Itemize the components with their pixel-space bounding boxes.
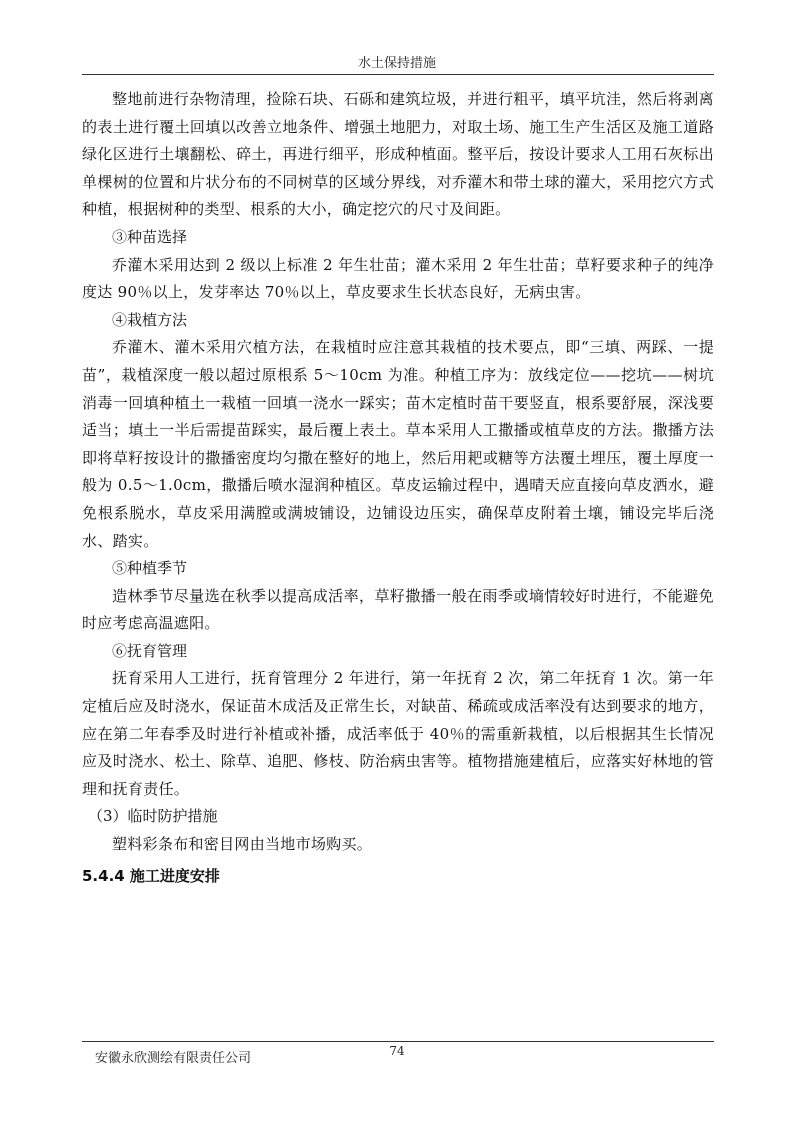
paragraph-temporary-protection: 塑料彩条布和密目网由当地市场购买。 — [112, 835, 373, 854]
paragraph-planting-season: 造林季节尽量选在秋季以提高成活率，草籽撒播一般在雨季或墒情较好时进行，不能避免时应考虑高温遮阳。 — [82, 586, 714, 633]
paragraph-tending-management: 抚育采用人工进行，抚育管理分 2 年进行，第一年抚育 2 次，第二年抚育 1 次。第一年定植后应及时浇水，保证苗木成活及正常生长，对缺苗、稀疏或成活率没有达到要求的地方，应在第二年春季及时进行补植或补播，成活率低于 40％的需重新栽植，以后根据其生长情况应及时浇水、松土、除草、追肥、修枝、防治病虫害等。植物措施建植后，应落实好林地的管理和抚育责任。 — [82, 669, 714, 798]
subheading-planting-method: ④栽植方法 — [112, 310, 188, 329]
paragraph-planting-method: 乔灌木、灌木采用穴植方法，在栽植时应注意其栽植的技术要点，即“三填、两踩、一提苗”，栽植深度一般以超过原根系 5～10cm 为准。种植工序为：放线定位——挖坑——树坑消毒一回填种植土一栽植一回填一浇水一踩实；苗木定植时苗干要竖直，根系要舒展，深浅要适当；填土一半后需提苗踩实，最后覆上表土。草本采用人工撒播或植草皮的方法。撒播方法即将草籽按设计的撒播密度均匀撒在整好的地上，然后用耙或糖等方法覆土埋压，覆土厚度一般为 0.5～1.0cm，撒播后喷水湿润种植区。草皮运输过程中，遇晴天应直接向草皮洒水，避免根系脱水，草皮采用满膛或满坡铺设，边铺设边压实，确保草皮附着土壤，铺设完毕后浇水、踏实。 — [82, 338, 714, 550]
subheading-planting-season: ⑤种植季节 — [112, 559, 188, 578]
header-divider — [82, 74, 714, 75]
section-heading-construction-schedule: 5.4.4 施工进度安排 — [82, 866, 220, 885]
page-header-title: 水土保持措施 — [357, 56, 436, 71]
document-body — [82, 86, 714, 893]
page-number: 74 — [389, 1044, 405, 1058]
subheading-tending-management: ⑥抚育管理 — [112, 641, 188, 660]
paragraph-seedling-selection: 乔灌木采用达到 2 级以上标准 2 年生壮苗；灌木采用 2 年生壮苗；草籽要求种子的纯净度达 90％以上，发芽率达 70％以上，草皮要求生长状态良好，无病虫害。 — [82, 255, 714, 302]
subheading-temporary-protection: （3）临时防护措施 — [88, 807, 218, 826]
paragraph-site-preparation: 整地前进行杂物清理，捡除石块、石砾和建筑垃圾，并进行粗平，填平坑洼，然后将剥离的表土进行覆土回填以改善立地条件、增强土地肥力，对取土场、施工生产生活区及施工道路绿化区进行土壤翻松、碎土，再进行细平，形成种植面。整平后，按设计要求人工用石灰标出单棵树的位置和片状分布的不同树草的区域分界线，对乔灌木和带土球的灌大，采用挖穴方式种植，根据树种的类型、根系的大小，确定挖穴的尺寸及间距。 — [82, 90, 714, 219]
subheading-seedling-selection: ③种苗选择 — [112, 227, 188, 246]
footer-divider — [82, 1041, 714, 1042]
footer-company-name: 安徽永欣测绘有限责任公司 — [95, 1051, 252, 1066]
